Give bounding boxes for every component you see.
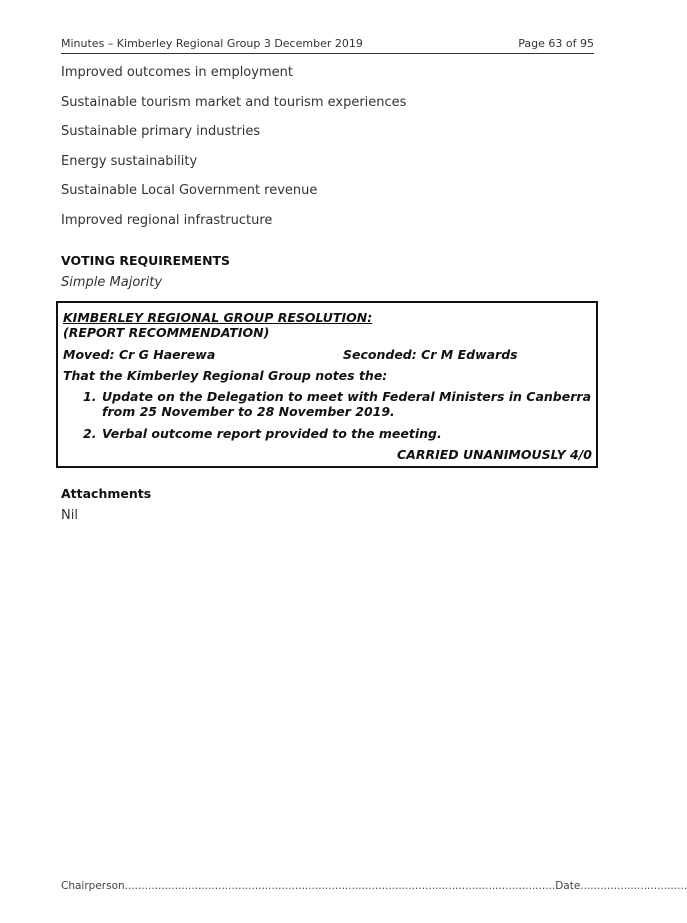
resolution-result: CARRIED UNANIMOUSLY 4/0 xyxy=(396,447,592,462)
resolution-item xyxy=(83,389,591,419)
outcome-item: Sustainable Local Government revenue xyxy=(61,183,318,199)
resolution-item-number: 1. xyxy=(83,389,97,404)
outcome-item: Improved regional infrastructure xyxy=(61,212,273,228)
voting-requirements-value: Simple Majority xyxy=(61,275,163,290)
resolution-item-text: Verbal outcome report provided to the meeting. xyxy=(102,426,442,441)
outcome-item: Sustainable primary industries xyxy=(61,124,261,140)
resolution-item xyxy=(83,426,591,441)
resolution-title: KIMBERLEY REGIONAL GROUP RESOLUTION: xyxy=(63,310,373,325)
signature-line: Chairperson.................................................................................................................................Date................................ xyxy=(61,880,687,892)
resolution-item-text: Update on the Delegation to meet with Federal Ministers in Canberra from 25 November to 28 November 2019. xyxy=(102,389,591,419)
resolution-item-number: 2. xyxy=(83,426,97,441)
page-header xyxy=(61,37,594,54)
voting-requirements-heading: VOTING REQUIREMENTS xyxy=(61,253,231,268)
outcome-item: Improved outcomes in employment xyxy=(61,65,293,80)
attachments-value: Nil xyxy=(61,508,78,523)
attachments-heading: Attachments xyxy=(61,486,152,501)
resolution-subtitle: (REPORT RECOMMENDATION) xyxy=(63,325,270,340)
resolution-box xyxy=(56,301,598,468)
seconded-by: Seconded: Cr M Edwards xyxy=(343,347,518,362)
resolution-intro: That the Kimberley Regional Group notes the: xyxy=(63,368,388,383)
outcome-item: Energy sustainability xyxy=(61,153,198,169)
page-number: Page 63 of 95 xyxy=(518,37,594,50)
moved-by: Moved: Cr G Haerewa xyxy=(63,347,216,362)
outcomes-list xyxy=(61,64,594,242)
document-title: Minutes – Kimberley Regional Group 3 December 2019 xyxy=(61,37,363,50)
outcome-item: Sustainable tourism market and tourism experiences xyxy=(61,94,407,110)
